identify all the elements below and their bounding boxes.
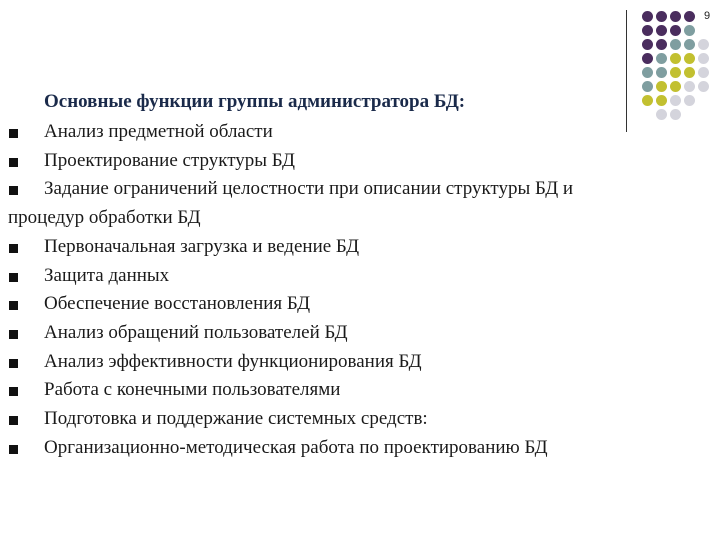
square-bullet-icon <box>9 158 18 167</box>
list-item-text: Работа с конечными пользователями <box>44 379 341 401</box>
square-bullet-icon <box>9 244 18 253</box>
square-bullet-icon <box>9 359 18 368</box>
decorative-dot <box>642 81 653 92</box>
list-item-text: Защита данных <box>44 264 170 286</box>
decorative-dot <box>656 39 667 50</box>
decorative-dot <box>642 25 653 36</box>
decorative-dot <box>670 39 681 50</box>
decorative-vertical-line <box>626 10 627 132</box>
list-item <box>0 434 720 463</box>
decorative-dot <box>642 39 653 50</box>
list-item-text: Анализ обращений пользователей БД <box>44 321 348 343</box>
decorative-dot <box>642 11 653 22</box>
decorative-dot <box>684 11 695 22</box>
decorative-dot <box>642 53 653 64</box>
decorative-dot <box>670 11 681 22</box>
list-item <box>0 118 720 147</box>
decorative-dot <box>684 39 695 50</box>
decorative-dot <box>684 95 695 106</box>
list-item <box>0 405 720 434</box>
decorative-dot <box>684 67 695 78</box>
decorative-dot <box>698 39 709 50</box>
list-item-text: Задание ограничений целостности при описании структуры БД и <box>44 178 574 200</box>
list-item-text: Обеспечение восстановления БД <box>44 293 311 315</box>
square-bullet-icon <box>9 387 18 396</box>
square-bullet-icon <box>9 273 18 282</box>
list-item <box>0 175 712 232</box>
square-bullet-icon <box>9 129 18 138</box>
decorative-dot <box>656 95 667 106</box>
decorative-dot <box>670 25 681 36</box>
list-item-text: Анализ эффективности функционирования БД <box>44 350 422 372</box>
list-item <box>0 290 720 319</box>
decorative-dot <box>656 11 667 22</box>
list-item <box>0 233 720 262</box>
decorative-dot <box>698 53 709 64</box>
list-item-continuation: процедур обработки БД <box>8 207 201 229</box>
square-bullet-icon <box>9 186 18 195</box>
decorative-dot <box>698 81 709 92</box>
bullet-list <box>0 118 720 462</box>
decorative-dot <box>656 81 667 92</box>
decorative-dot <box>642 95 653 106</box>
list-item-text: Анализ предметной области <box>44 121 273 142</box>
page-number: 9 <box>704 10 711 22</box>
decorative-dot <box>670 95 681 106</box>
decorative-dot <box>684 53 695 64</box>
square-bullet-icon <box>9 301 18 310</box>
decorative-dot <box>656 67 667 78</box>
list-item <box>0 319 720 348</box>
decorative-dot <box>684 25 695 36</box>
decorative-dot <box>642 67 653 78</box>
list-item-text: Подготовка и поддержание системных средств: <box>44 408 428 430</box>
square-bullet-icon <box>9 416 18 425</box>
list-item <box>0 262 720 291</box>
decorative-dot <box>670 67 681 78</box>
list-item <box>0 147 720 176</box>
list-item <box>0 376 720 405</box>
list-item <box>0 348 720 377</box>
square-bullet-icon <box>9 445 18 454</box>
decorative-dot <box>684 81 695 92</box>
decorative-dot <box>670 53 681 64</box>
list-item-text: Организационно-методическая работа по проектированию БД <box>44 436 548 458</box>
decorative-dot <box>670 81 681 92</box>
list-item-text: Первоначальная загрузка и ведение БД <box>44 235 360 257</box>
list-item-text: Проектирование структуры БД <box>44 149 295 171</box>
decorative-dot <box>656 53 667 64</box>
square-bullet-icon <box>9 330 18 339</box>
decorative-dot <box>698 67 709 78</box>
slide-title: Основные функции группы администратора БД: <box>44 91 466 112</box>
decorative-dot <box>656 25 667 36</box>
